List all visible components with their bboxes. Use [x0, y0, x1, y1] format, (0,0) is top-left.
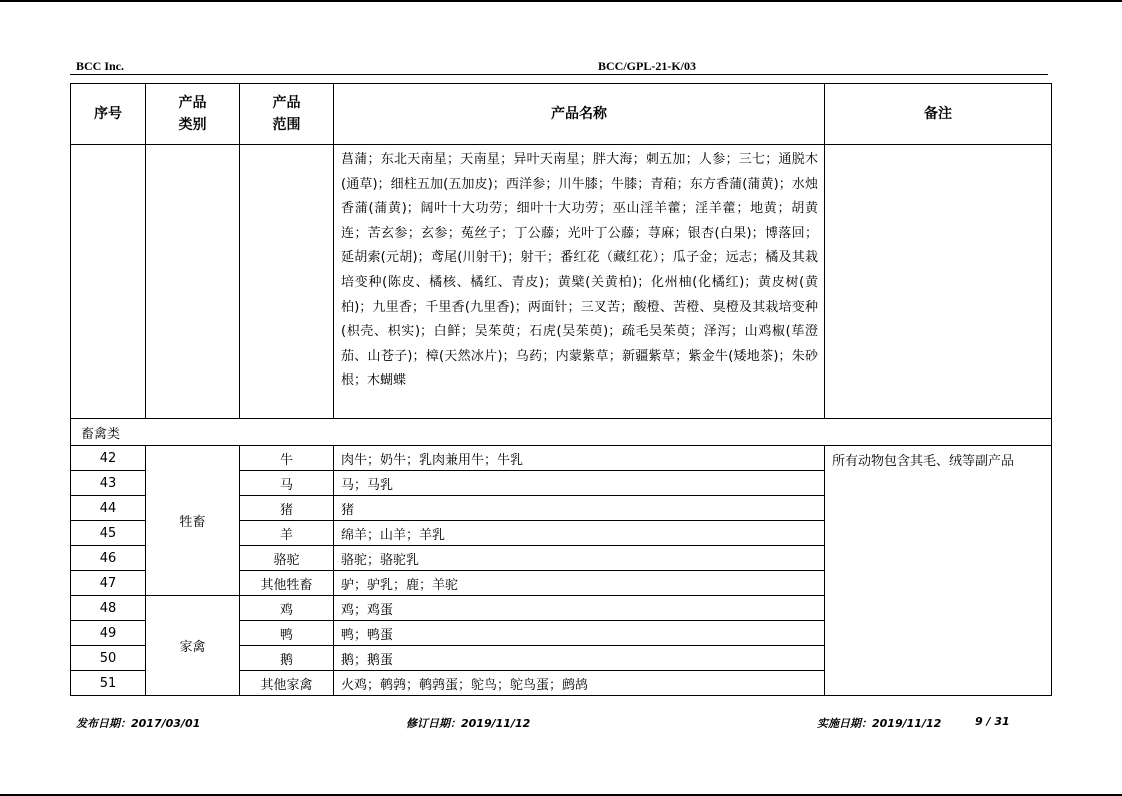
- col-header-category: 产品 类别: [146, 84, 240, 145]
- continuation-category-cell: [146, 145, 240, 419]
- row-product-names: 鹅；鹅蛋: [334, 646, 825, 671]
- table-row: [71, 446, 1052, 471]
- category-poultry: 家禽: [146, 596, 240, 696]
- row-scope: 猪: [240, 496, 334, 521]
- row-scope: 其他牲畜: [240, 571, 334, 596]
- row-number: 50: [71, 646, 146, 671]
- col-header-scope: 产品 范围: [240, 84, 334, 145]
- col-header-note: 备注: [825, 84, 1052, 145]
- continuation-names: 菖蒲；东北天南星；天南星；异叶天南星；胖大海；刺五加；人参；三七；通脱木(通草)；细柱五加(五加皮)；西洋参；川牛膝；牛膝；青葙；东方香蒲(蒲黄)；水烛香蒲(蒲黄)；阔叶十大功劳；细叶十大功劳；巫山淫羊藿；淫羊藿；地黄；胡黄连；苦玄参；玄参；菟丝子；丁公藤；光叶丁公藤；荨麻；银杏(白果)；博落回；延胡索(元胡)；鸢尾(川射干)；射干；番红花（藏红花）；瓜子金；远志；橘及其栽培变种(陈皮、橘核、橘红、青皮)；黄檗(关黄柏)；化州柚(化橘红)；黄皮树(黄柏)；九里香；千里香(九里香)；两面针；三叉苦；酸橙、苦橙、臭橙及其栽培变种(枳壳、枳实)；白鲜；吴茱萸；石虎(吴茱萸)；疏毛吴茱萸；泽泻；山鸡椒(荜澄茄、山苍子)；樟(天然冰片)；乌药；内蒙紫草；新疆紫草；紫金牛(矮地茶)；朱砂根；木蝴蝶: [334, 145, 825, 419]
- row-number: 46: [71, 546, 146, 571]
- continuation-row: [71, 145, 1052, 419]
- row-number: 49: [71, 621, 146, 646]
- continuation-note-cell: [825, 145, 1052, 419]
- row-scope: 牛: [240, 446, 334, 471]
- document-code: BCC/GPL-21-K/03: [598, 59, 696, 73]
- revise-date: 修订日期：2019/11/12: [406, 717, 531, 730]
- row-number: 51: [71, 671, 146, 696]
- row-scope: 鸡: [240, 596, 334, 621]
- row-scope: 鸭: [240, 621, 334, 646]
- group-row: [71, 419, 1052, 446]
- category-livestock: 牲畜: [146, 446, 240, 596]
- row-number: 43: [71, 471, 146, 496]
- row-scope: 马: [240, 471, 334, 496]
- implement-date: 实施日期：2019/11/12: [817, 717, 942, 730]
- row-number: 42: [71, 446, 146, 471]
- row-product-names: 鸡；鸡蛋: [334, 596, 825, 621]
- row-note: 所有动物包含其毛、绒等副产品: [825, 446, 1052, 696]
- group-label: 畜禽类: [71, 419, 1052, 446]
- row-scope: 鹅: [240, 646, 334, 671]
- row-scope: 其他家禽: [240, 671, 334, 696]
- row-product-names: 驴；驴乳；鹿；羊驼: [334, 571, 825, 596]
- page-number: 9 / 31: [975, 715, 1010, 728]
- row-number: 45: [71, 521, 146, 546]
- continuation-no-cell: [71, 145, 146, 419]
- header-rule: [70, 74, 1048, 75]
- row-product-names: 猪: [334, 496, 825, 521]
- row-scope: 羊: [240, 521, 334, 546]
- product-table: [70, 83, 1052, 696]
- col-header-no: 序号: [71, 84, 146, 145]
- top-border: [0, 0, 1122, 2]
- row-product-names: 骆驼；骆驼乳: [334, 546, 825, 571]
- livestock-rows: [71, 446, 1052, 696]
- row-product-names: 马；马乳: [334, 471, 825, 496]
- publish-date: 发布日期：2017/03/01: [76, 717, 201, 730]
- row-number: 44: [71, 496, 146, 521]
- row-scope: 骆驼: [240, 546, 334, 571]
- table-header-row: [71, 84, 1052, 145]
- row-number: 47: [71, 571, 146, 596]
- continuation-scope-cell: [240, 145, 334, 419]
- row-product-names: 肉牛；奶牛；乳肉兼用牛；牛乳: [334, 446, 825, 471]
- row-number: 48: [71, 596, 146, 621]
- company-name: BCC Inc.: [76, 59, 125, 73]
- row-product-names: 绵羊；山羊；羊乳: [334, 521, 825, 546]
- row-product-names: 火鸡；鹌鹑；鹌鹑蛋；鸵鸟；鸵鸟蛋；鹧鸪: [334, 671, 825, 696]
- col-header-product-name: 产品名称: [334, 84, 825, 145]
- row-product-names: 鸭；鸭蛋: [334, 621, 825, 646]
